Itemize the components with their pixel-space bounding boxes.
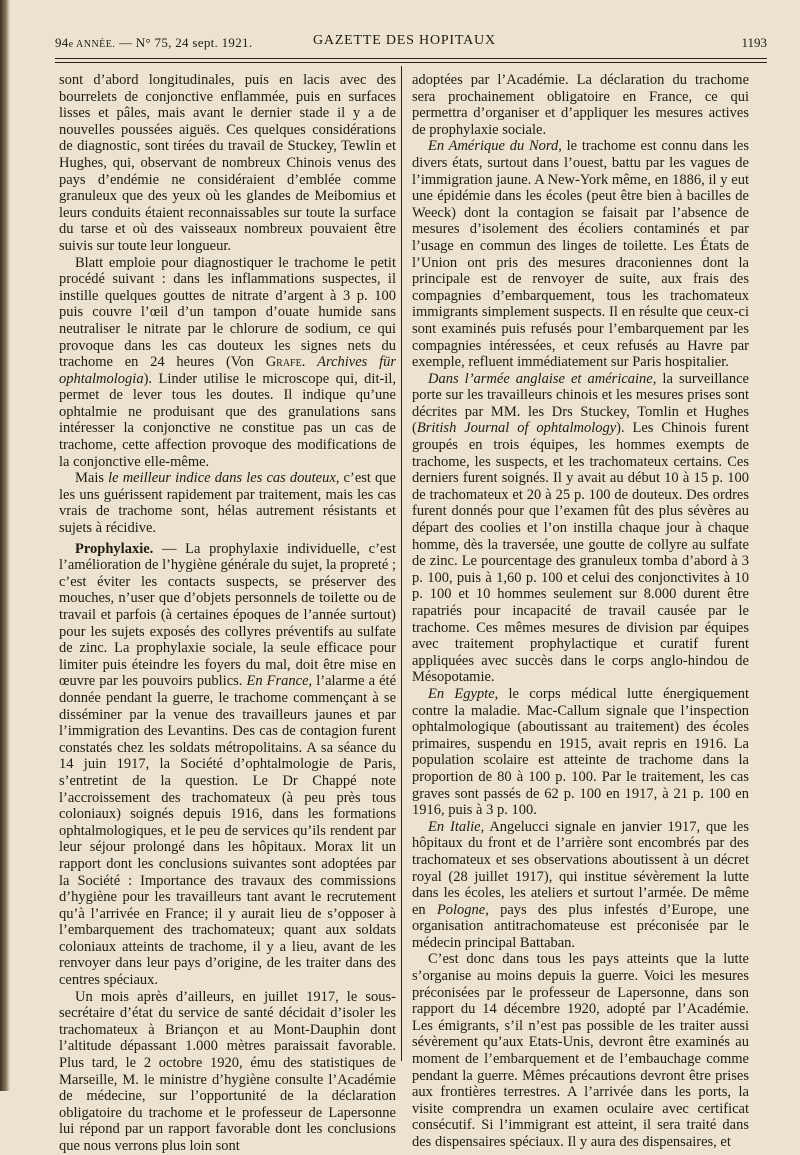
paragraph: Blatt emploie pour diagnostiquer le trachome le petit procédé suivant : dans les inflammations suspectes, il instille quelques gouttes de nitrate d’argent à 3 p. 100 puis couvre l’œil d’un tampon d’ouate humide sans neutraliser le nitrate par le chlorure de sodium, ce qui provoque dans les cas douteux les signes nets du trachome en 24 heures (Von Grafe. Archives für ophtalmologia). Linder utilise le microscope qui, dit-il, permet de lever tous les doutes. Il indique qu’une ophtalmie ne produisant que des granulations sans intéresser la conjonctive ne constitue pas un cas de trachome, cette affection provoque des modifications de la conjonctive elle-même. bbox=[59, 254, 396, 470]
paragraph: En Italie, Angelucci signale en janvier 1917, que les hôpitaux du front et de l’arrière sont encombrés par des trachomateux et ses observations aboutissent à un décret royal (28 juillet 1917), qui institue sévèrement la lutte dans les écoles, les ateliers et surtout l’armée. De même en Pologne, pays des plus infestés d’Europe, une organisation antitrachomateuse est préconisée par le médecin principal Battaban. bbox=[412, 818, 750, 951]
journal-citation: Archives für ophtalmologia bbox=[59, 354, 396, 387]
header-year: 94 bbox=[55, 35, 69, 50]
column-separator bbox=[401, 66, 402, 1061]
header-rule-bottom bbox=[55, 62, 767, 63]
paragraph: Mais le meilleur indice dans les cas douteux, c’est que les uns guérissent rapidement par traitement, mais les cas vrais de trachome sont, hélas autrement résistants et sujets à récidive. bbox=[59, 470, 396, 537]
page-number: 1193 bbox=[741, 35, 767, 50]
paragraph: sont d’abord longitudinales, puis en lacis avec des bourrelets de conjonctive enflammée, puis en surfaces lisses et pâles, mais avant le dernier stade il y a de nouvelles poussées aiguës. Ces quelques considérations de diagnostic, sont tirées du travail de Stuckey, Tewlin et Hughes, qui, observant de nombreux Chinois venus des pays d’endémie ne considéraient d’emblée comme granuleux que des yeux où les glandes de Meibomius et leurs conduits étaient reconnaissables sur toute la surface du tarse et où des vaisseaux nombreux pouvaient être suivis sur toute leur longueur. bbox=[59, 72, 396, 254]
right-column bbox=[412, 72, 750, 1150]
emphasis: En Egypte bbox=[428, 685, 495, 702]
running-header bbox=[55, 32, 767, 56]
journal-title: GAZETTE DES HOPITAUX bbox=[313, 33, 496, 48]
emphasis: Pologne bbox=[436, 901, 486, 918]
paragraph: C’est donc dans tous les pays atteints que la lutte s’organise au moins depuis la guerre. Voici les mesures préconisées par le professeur de Lapersonne, dans son rapport du 14 décembre 1920, adopté par l’Académie. Les émigrants, s’il n’est pas possible de les traiter aussi sévèrement qu’aux Etats-Unis, devront être examinés au moment de l’embarquement et de l’embauchage comme pendant la guerre. Mêmes précautions devront être prises aux frontières terrestres. A l’arrivée dans les ports, la visite comprendra un examen oculaire avec certificat consécutif. Si l’immigrant est atteint, il sera traité dans des dispensaires spéciaux. Il y aura des dispensaires, et bbox=[412, 951, 749, 1150]
emphasis: En France bbox=[246, 673, 309, 690]
section-heading: Prophylaxie. bbox=[75, 540, 154, 557]
paragraph: En Egypte, le corps médical lutte énergiquement contre la maladie. Mac-Callum signale que l’inspection ophtalmologique (aboutissant au traitement) des écoles primaires, suspendu en 1915, avait repris en 1916. La population scolaire est atteinte de trachome dans la proportion de 80 à 100 p. 100. Par le traitement, les cas graves sont passés de 62 p. 100 en 1917, à 21 p. 100 en 1916, puis à 3 p. 100. bbox=[412, 685, 749, 819]
author-name: Grafe bbox=[265, 354, 302, 371]
emphasis: Dans l’armée anglaise et américaine bbox=[428, 370, 653, 387]
paragraph: Dans l’armée anglaise et américaine, la surveillance porte sur les travailleurs chinois et les mesures prises sont décrites par MM. les Drs Stuckey, Tomlin et Hughes (British Journal of ophtalmology). Les Chinois furent groupés en trois équipes, les hommes exempts de trachome, les suspects, et les trachomateux certains. Ces derniers furent soignés. Il y avait au début 10 à 15 p. 100 de trachomateux et 20 à 25 p. 100 de douteux. Des ordres furent donnés pour que l’examen fût des plus sévères au départ des coolies et l’on instilla chaque jour à chaque homme, dès la traversée, une goutte de collyre au sulfate de zinc. Le pourcentage des granuleux tomba d’abord à 3 p. 100, puis à 1,60 p. 100 et celui des conjonctivites à 10 p. 100 et 10 hommes seulement sur 8.000 durent être rapatriés pour incapacité de travail causée par le trachome. Ces mêmes mesures de division par équipes avec traitement prophylactique et curatif furent appliquées avec succès dans le corps anglo-hindou de Mésopotamie. bbox=[412, 370, 749, 686]
header-issue-info bbox=[55, 35, 252, 51]
header-year-suffix: e ANNÉE. bbox=[68, 39, 116, 50]
paragraph: Prophylaxie. — La prophylaxie individuelle, c’est l’amélioration de l’hygiène générale du sujet, la propreté ; c’est éviter les contacts suspects, se préserver des mouches, n’user que d’objets personnels de toilette ou de travail et parfois (à certaines époques de l’année surtout) pour les sujets exposés des collyres préventifs au sulfate de zinc. La prophylaxie sociale, la seule efficace pour limiter puis éteindre les foyers du mal, doit être mise en œuvre par les pouvoirs publics. En France, l’alarme a été donnée pendant la guerre, le trachome commençant à se disséminer par la venue des travailleurs jaunes et par l’immigration des Levantins. Des cas de contagion furent constatés chez les soldats métropolitains. A sa séance du 14 juin 1917, la Société d’ophtalmologie de Paris, s’entretint de la question. Le Dr Chappé note l’accroissement des trachomateux (à peu près tous coloniaux) soignés depuis 1916, dans les formations ophtalmologiques, et le peu de services qu’ils rendent par leur séjour prolongé dans les hôpitaux. Morax lit un rapport dont les conclusions suivantes sont adoptées par la Société : Importance des travaux des commissions d’hygiène pour les travailleurs tant avant le recrutement qu’à l’arrivée en France; il y aurait lieu de s’opposer à l’embarquement des trachomateux; quant aux soldats coloniaux atteints de trachome, il y a lieu, avant de les renvoyer dans leur pays d’origine, de les traiter dans des centres spéciaux. bbox=[59, 540, 397, 989]
header-issue: — N° 75, 24 sept. 1921. bbox=[118, 35, 253, 50]
paragraph: adoptées par l’Académie. La déclaration du trachome sera prochainement obligatoire en France, ce qui permettra d’organiser et d’appliquer les mesures actives de prophylaxie sociale. bbox=[412, 72, 749, 138]
emphasis: En Amérique du Nord bbox=[428, 138, 559, 155]
page-binding-edge bbox=[0, 0, 10, 1091]
emphasis: le meilleur indice dans les cas douteux bbox=[108, 470, 336, 487]
journal-citation: British Journal of ophtalmology bbox=[416, 420, 617, 437]
emphasis: En Italie bbox=[428, 818, 481, 835]
header-rule-top bbox=[55, 58, 767, 59]
paragraph: En Amérique du Nord, le trachome est connu dans les divers états, surtout dans l’ouest, battu par les vagues de l’immigration jaune. A New-York même, en 1886, il y eut une épidémie dans les écoles (peut être bien à bacilles de Weeck) dont la contagion se faisait par l’absence de mesures d’isolement des écoliers contaminés et par l’usage en commun des linges de toilette. Les États de l’Union ont pris des mesures draconiennes dont la principale est de renvoyer de suite, aux frais des compagnies d’embarquement, tous les trachomateux immigrants simplement suspects. Il en résulte que ceux-ci sont examinés puis refusés pour l’embarquement par les compagnies intéressées, et ceux refusés au Havre par exemple, refluent immédiatement sur Paris hospitalier. bbox=[412, 138, 750, 371]
left-column bbox=[59, 72, 397, 1154]
paragraph: Un mois après d’ailleurs, en juillet 1917, le sous-secrétaire d’état du service de santé décidait d’isoler les trachomateux à Briançon et au Mont-Dauphin dont l’altitude dépassant 1.000 mètres paraissait favorable. Plus tard, le 2 octobre 1920, ému des statistiques de Marseille, M. le ministre d’hygiène consulte l’Académie de médecine, sur l’opportunité de la déclaration obligatoire du trachome et le professeur de Lapersonne lui répond par un rapport favorable dont les conclusions que nous verrons plus loin sont bbox=[59, 988, 396, 1154]
